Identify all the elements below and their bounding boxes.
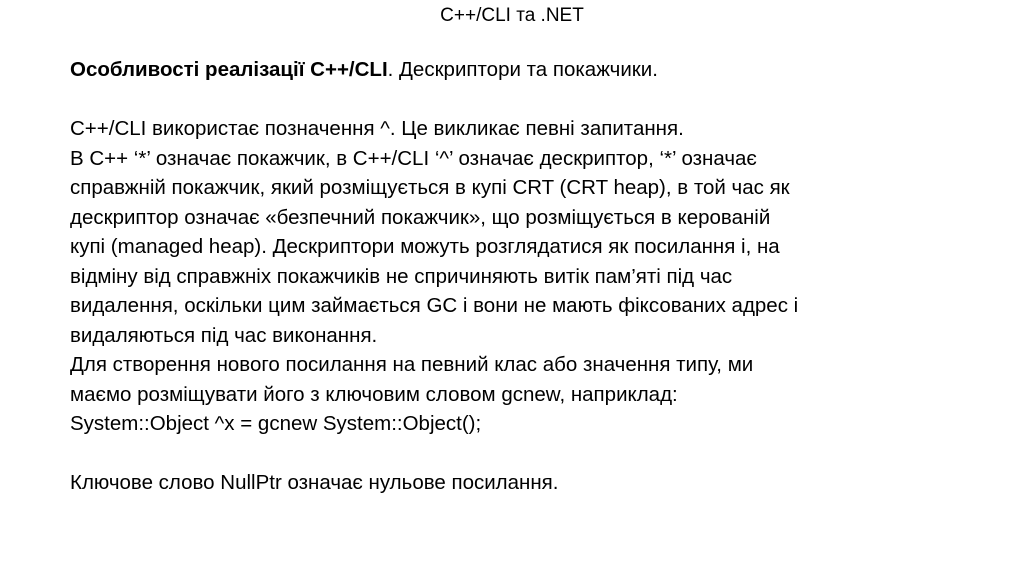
body-line: купі (managed heap). Дескриптори можуть розглядатися як посилання і, на <box>70 235 780 258</box>
section-heading-rest: . Дескриптори та покажчики. <box>387 58 658 81</box>
body-line: відміну від справжніх покажчиків не спричиняють витік пам’яті під час <box>70 264 733 288</box>
body-line: маємо розміщувати його з ключовим словом gcnew, наприклад: <box>70 382 678 406</box>
body-line: справжній покажчик, який розміщується в купі CRT (CRT heap), в той час як <box>70 176 790 199</box>
footer-line: Ключове слово NullPtr означає нульове посилання. <box>70 471 559 494</box>
body-line: видалення, оскільки цим займається GC і вони не мають фіксованих адрес і <box>70 294 799 317</box>
section-heading-bold: Особливості реалізації C++/CLI <box>70 58 388 81</box>
spacer <box>70 439 950 469</box>
slide-content <box>70 55 950 498</box>
body-line: В C++ ‘*’ означає покажчик, в C++/CLI ‘^’ означає дескриптор, ‘*’ означає <box>70 146 757 170</box>
section-heading <box>70 55 950 85</box>
body-line: дескриптор означає «безпечний покажчик», що розміщується в керованій <box>70 205 771 229</box>
body-line: видаляються під час виконання. <box>70 323 378 347</box>
body-line: C++/CLI використає позначення ^. Це викликає певні запитання. <box>70 117 684 140</box>
body-line: Для створення нового посилання на певний клас або значення типу, ми <box>70 353 754 376</box>
spacer <box>70 85 950 115</box>
slide-title: C++/CLI та .NET <box>440 5 584 26</box>
code-example: System::Object ^x = gcnew System::Object(); <box>70 412 482 435</box>
